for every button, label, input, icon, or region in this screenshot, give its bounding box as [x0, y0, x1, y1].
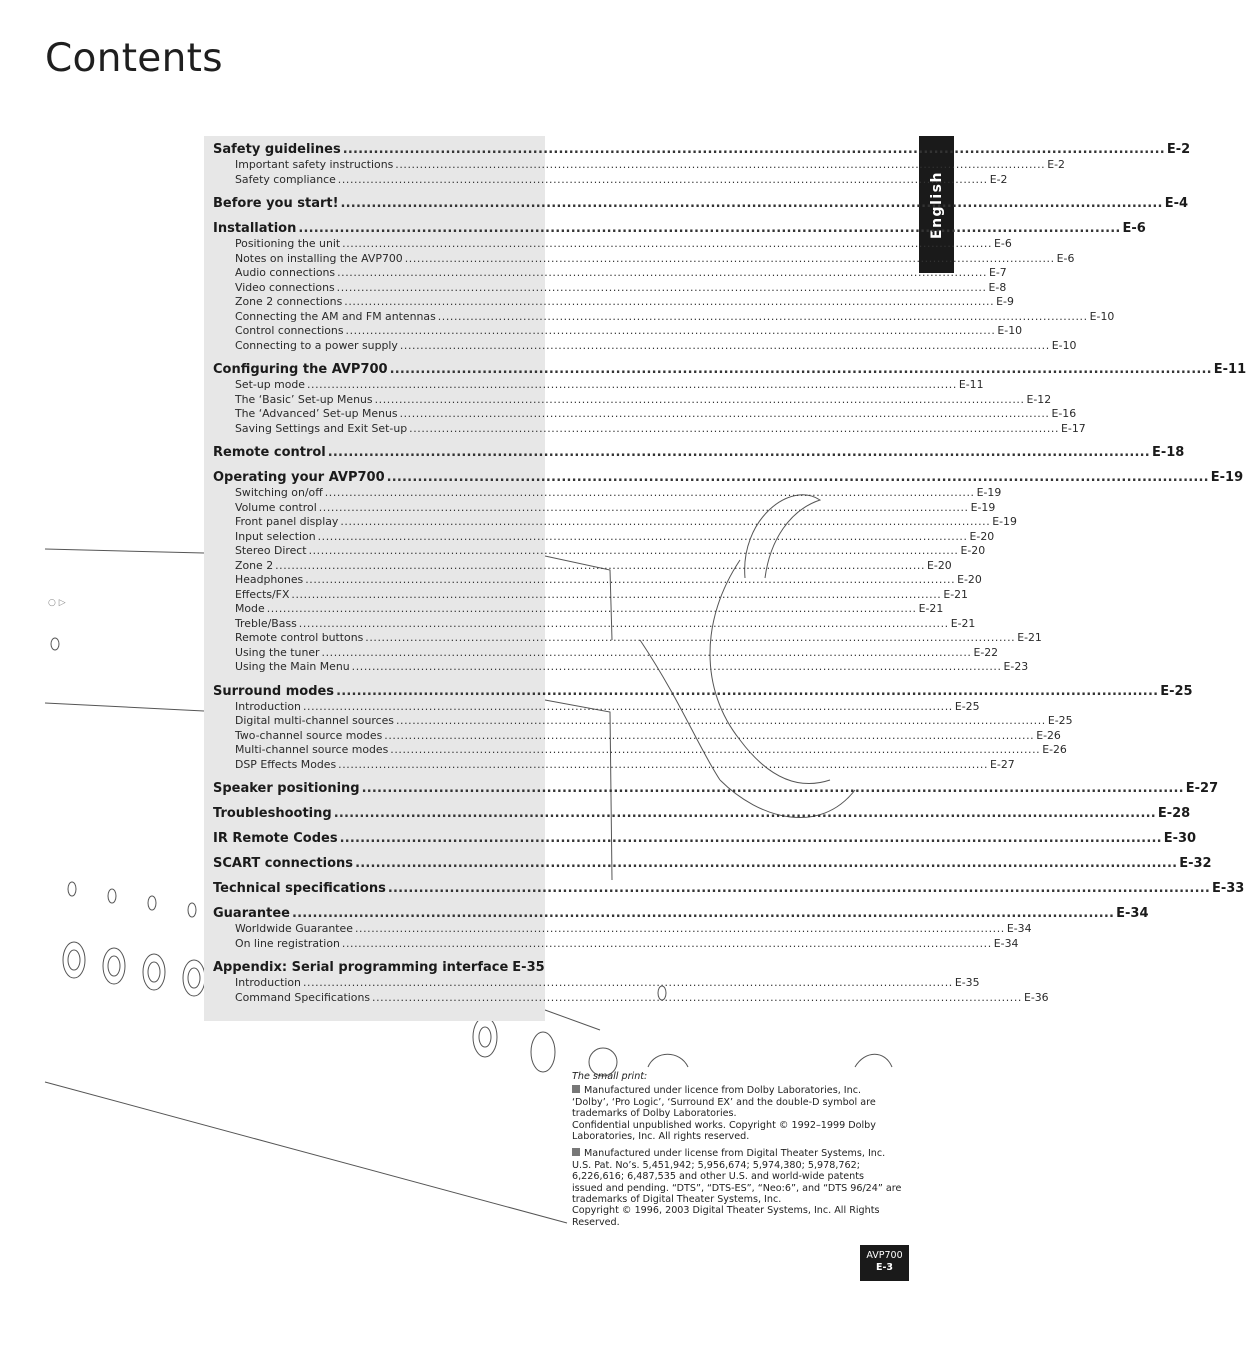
toc-subentry-page: E-19	[970, 500, 996, 514]
toc-subentry[interactable]	[213, 660, 1029, 675]
dot-leader	[340, 515, 990, 530]
toc-subentry[interactable]	[213, 251, 1075, 267]
dot-leader	[318, 530, 968, 545]
dot-leader	[405, 252, 1055, 267]
toc-subentry-page: E-26	[1036, 728, 1061, 742]
toc-entry-title: Technical specifications	[213, 881, 386, 896]
dot-leader	[346, 324, 996, 339]
toc-subentry-title: Introduction	[235, 976, 301, 989]
toc-subentry-title: Important safety instructions	[235, 158, 394, 171]
toc-subentry-page: E-2	[989, 172, 1008, 186]
small-print-line	[572, 1183, 912, 1194]
dot-leader	[388, 881, 1210, 897]
dot-leader	[328, 445, 1150, 461]
page-badge	[860, 1245, 909, 1281]
small-print-line	[572, 1085, 912, 1096]
small-print-line	[572, 1160, 912, 1171]
toc-entry-page: E-18	[1151, 445, 1185, 460]
small-print-text: Manufactured under licence from Dolby Laboratories, Inc.	[584, 1085, 862, 1097]
toc-subentry[interactable]	[213, 515, 1017, 530]
dot-leader	[298, 221, 1120, 237]
toc-subentry-title: Stereo Direct	[235, 544, 307, 557]
toc-subentry-title: Connecting to a power supply	[235, 338, 398, 352]
small-print-line	[572, 1171, 912, 1182]
toc-entry-title: Appendix: Serial programming interface	[213, 960, 509, 975]
toc-subentry[interactable]	[213, 266, 1007, 281]
toc-entry[interactable]	[213, 196, 1189, 212]
toc-subentry[interactable]	[213, 976, 980, 991]
toc-subentry[interactable]	[213, 922, 1032, 937]
toc-section	[213, 221, 1146, 353]
bullet-square-icon	[572, 1148, 580, 1156]
toc-section	[213, 856, 1212, 872]
dot-leader	[322, 646, 972, 661]
toc-entry-title: Speaker positioning	[213, 781, 360, 796]
toc-subentry[interactable]	[213, 158, 1065, 173]
toc-subentry-page: E-20	[960, 544, 986, 557]
toc-subentry-title: Worldwide Guarantee	[235, 922, 353, 935]
dot-leader	[384, 729, 1034, 744]
dot-leader	[336, 684, 1158, 700]
toc-subentry-title: The ‘Advanced’ Set-up Menus	[235, 407, 398, 420]
toc-entry-title: SCART connections	[213, 856, 354, 871]
toc-subentry-page: E-20	[957, 573, 982, 586]
toc-subentry-title: Audio connections	[235, 266, 336, 279]
toc-subentry[interactable]	[213, 172, 1008, 188]
toc-subentry-title: Digital multi-channel sources	[235, 714, 394, 727]
dot-leader	[390, 362, 1212, 378]
toc-entry-title: Safety guidelines	[213, 142, 341, 157]
toc-subentry-title: Notes on installing the AVP700	[235, 251, 403, 265]
toc-subentry-page: E-23	[1003, 660, 1029, 673]
toc-entry-title: Surround modes	[213, 683, 335, 699]
toc-subentry-title: Zone 2 connections	[235, 295, 343, 308]
toc-entry-page: E-33	[1211, 881, 1245, 896]
toc-subentry-page: E-26	[1042, 743, 1067, 756]
toc-entry-title: Before you start!	[213, 196, 339, 211]
toc-entry-title: Remote control	[213, 445, 326, 460]
toc-entry-title: Troubleshooting	[213, 806, 332, 821]
toc-subentry-title: Using the tuner	[235, 645, 320, 659]
toc-entry[interactable]	[213, 221, 1146, 237]
toc-subentry-title: Connecting the AM and FM antennas	[235, 309, 436, 323]
toc-subentry-title: Control connections	[235, 324, 344, 337]
model-name: AVP700	[866, 1250, 903, 1261]
toc-subentry-title: Zone 2	[235, 558, 274, 572]
toc-subentry[interactable]	[213, 324, 1023, 339]
toc-subentry-page: E-20	[969, 529, 995, 543]
small-print-line	[572, 1205, 912, 1216]
toc-subentry-title: Volume control	[235, 500, 317, 514]
toc-subentry-page: E-20	[927, 558, 952, 572]
small-print-text: Confidential unpublished works. Copyright © 1992–1999 Dolby	[572, 1119, 876, 1131]
toc-subentry-page: E-34	[993, 936, 1019, 950]
small-print-line	[572, 1097, 912, 1108]
toc-subentry-title: Treble/Bass	[235, 616, 297, 630]
toc-subentry-page: E-17	[1061, 421, 1086, 435]
toc-entry-page: E-28	[1157, 806, 1191, 821]
toc-subentry[interactable]	[213, 407, 1077, 422]
toc-subentry[interactable]	[213, 631, 1042, 646]
toc-subentry[interactable]	[213, 573, 982, 588]
toc-subentry-page: E-10	[1089, 309, 1115, 323]
toc-entry[interactable]	[213, 831, 1197, 847]
dot-leader	[390, 743, 1040, 758]
dot-leader	[340, 831, 1162, 847]
dot-leader	[396, 714, 1046, 729]
toc-entry-title: Configuring the AVP700	[213, 362, 388, 377]
dts-notice	[572, 1148, 912, 1228]
toc-subentry-page: E-21	[950, 616, 976, 630]
dot-leader	[438, 310, 1088, 325]
small-print-text: 6,226,616; 6,487,535 and other U.S. and world-wide patents	[572, 1171, 864, 1183]
toc-entry[interactable]	[213, 960, 545, 976]
toc-entry-page: E-27	[1185, 781, 1219, 796]
dot-leader	[343, 142, 1165, 158]
toc-section	[213, 445, 1185, 461]
toc-subentry[interactable]	[213, 558, 952, 574]
bullet-square-icon	[572, 1085, 580, 1093]
toc-section	[213, 881, 1245, 897]
toc-subentry-title: Positioning the unit	[235, 237, 341, 250]
toc-subentry-page: E-7	[989, 266, 1007, 279]
dot-leader	[305, 573, 955, 588]
toc-section	[213, 831, 1197, 847]
toc-subentry-page: E-19	[976, 486, 1002, 499]
dot-leader	[409, 422, 1059, 437]
toc-subentry-page: E-10	[1051, 338, 1077, 352]
page-number: E-3	[875, 1262, 894, 1273]
dot-leader	[292, 906, 1114, 922]
toc-subentry-page: E-2	[1047, 158, 1065, 171]
dot-leader	[355, 856, 1177, 872]
toc-subentry[interactable]	[213, 486, 1002, 501]
dot-leader	[325, 486, 975, 501]
dot-leader	[299, 617, 949, 632]
toc-subentry-page: E-11	[958, 378, 984, 391]
toc-subentry-title: The ‘Basic’ Set-up Menus	[235, 392, 373, 406]
toc-entry[interactable]	[213, 781, 1219, 797]
toc-subentry-page: E-25	[1047, 714, 1073, 727]
dot-leader	[309, 544, 959, 559]
toc-subentry[interactable]	[213, 421, 1086, 437]
toc-subentry-page: E-25	[954, 699, 980, 713]
toc-subentry-page: E-19	[992, 515, 1017, 528]
toc-entry-title: Installation	[213, 221, 297, 236]
toc-subentry[interactable]	[213, 500, 996, 516]
toc-subentry-page: E-6	[1056, 251, 1075, 265]
toc-entry[interactable]	[213, 856, 1212, 872]
toc-section	[213, 906, 1149, 951]
toc-subentry[interactable]	[213, 392, 1052, 408]
toc-subentry[interactable]	[213, 757, 1015, 773]
dot-leader	[387, 470, 1209, 486]
small-print-line	[572, 1131, 912, 1142]
dot-leader	[362, 781, 1184, 797]
small-print	[572, 1071, 912, 1234]
toc-section	[213, 960, 1049, 1005]
toc-entry-title: Guarantee	[213, 906, 290, 921]
toc-subentry[interactable]	[213, 237, 1012, 252]
toc-subentry-title: DSP Effects Modes	[235, 757, 337, 771]
toc-subentry[interactable]	[213, 587, 968, 603]
toc-subentry-page: E-21	[1017, 631, 1042, 644]
toc-subentry-title: Two-channel source modes	[235, 728, 383, 742]
toc-subentry[interactable]	[213, 714, 1073, 729]
toc-entry-page: E-11	[1213, 362, 1246, 377]
toc-entry-page: E-25	[1160, 683, 1193, 699]
toc-section	[213, 142, 1191, 187]
dot-leader	[400, 339, 1050, 354]
small-print-line	[572, 1217, 912, 1228]
toc-section	[213, 806, 1191, 822]
toc-entry-page: E-6	[1122, 221, 1146, 236]
toc-subentry-page: E-36	[1023, 990, 1049, 1004]
dot-leader	[338, 758, 988, 773]
toc-subentry-page: E-34	[1006, 922, 1032, 935]
toc-subentry[interactable]	[213, 544, 986, 559]
toc-entry-page: E-19	[1210, 470, 1244, 485]
dot-leader	[303, 700, 953, 715]
toc-entry[interactable]	[213, 362, 1246, 378]
dot-leader	[352, 660, 1002, 675]
toc-subentry-title: Video connections	[235, 280, 335, 294]
toc-subentry-title: Effects/FX	[235, 587, 290, 601]
dot-leader	[338, 173, 988, 188]
toc-section	[213, 683, 1193, 773]
toc-subentry-title: Mode	[235, 602, 265, 615]
dot-leader	[319, 501, 969, 516]
small-print-text: Copyright © 1996, 2003 Digital Theater Systems, Inc. All Rights	[572, 1205, 880, 1217]
dot-leader	[275, 559, 925, 574]
toc-entry-page: E-34	[1116, 906, 1149, 921]
toc-subentry-page: E-6	[994, 237, 1012, 250]
toc-entry-page: E-4	[1164, 196, 1189, 211]
toc-section	[213, 196, 1189, 212]
toc-subentry[interactable]	[213, 616, 976, 632]
toc-entry-page: E-32	[1179, 856, 1212, 871]
dolby-notice	[572, 1085, 912, 1142]
small-print-text: issued and pending. “DTS”, “DTS-ES”, “Neo:6”, and “DTS 96/24” are	[572, 1182, 902, 1194]
toc-subentry-title: Introduction	[235, 699, 301, 713]
toc-entry[interactable]	[213, 445, 1185, 461]
toc-entry-page: E-30	[1163, 831, 1197, 846]
toc-subentry-title: Headphones	[235, 573, 304, 586]
toc-subentry[interactable]	[213, 645, 999, 661]
toc-section	[213, 781, 1219, 797]
toc-entry[interactable]	[213, 142, 1191, 158]
toc-subentry-title: Safety compliance	[235, 172, 336, 186]
toc-subentry[interactable]	[213, 936, 1019, 952]
toc-entry[interactable]	[213, 881, 1245, 897]
toc-subentry[interactable]	[213, 295, 1014, 310]
small-print-text: Reserved.	[572, 1216, 620, 1228]
toc-entry-title: IR Remote Codes	[213, 831, 338, 846]
dot-leader	[355, 922, 1005, 937]
small-print-line	[572, 1194, 912, 1205]
toc-section	[213, 470, 1244, 675]
toc-entry[interactable]	[213, 470, 1244, 486]
toc-subentry[interactable]	[213, 728, 1061, 744]
small-print-text: U.S. Pat. No’s. 5,451,942; 5,956,674; 5,974,380; 5,978,762;	[572, 1159, 860, 1171]
toc-subentry-title: Using the Main Menu	[235, 660, 350, 673]
small-print-line	[572, 1120, 912, 1131]
dot-leader	[337, 266, 987, 281]
toc-subentry-page: E-16	[1051, 407, 1077, 420]
page-title: Contents	[45, 36, 223, 81]
small-print-line	[572, 1148, 912, 1159]
small-print-text: ‘Dolby’, ‘Pro Logic’, ‘Surround EX’ and the double-D symbol are	[572, 1096, 876, 1108]
toc-entry-title: Operating your AVP700	[213, 470, 385, 485]
dot-leader	[341, 196, 1163, 212]
toc-subentry-title: Set-up mode	[235, 378, 305, 391]
dot-leader	[267, 602, 917, 617]
toc-subentry[interactable]	[213, 602, 944, 617]
toc-subentry[interactable]	[213, 529, 995, 545]
toc-subentry[interactable]	[213, 280, 1007, 296]
toc-subentry-title: Input selection	[235, 529, 316, 543]
toc-entry[interactable]	[213, 806, 1191, 822]
toc-subentry-page: E-12	[1026, 392, 1052, 406]
toc-subentry-page: E-21	[943, 587, 968, 601]
toc-subentry-title: On line registration	[235, 936, 340, 950]
toc-subentry-page: E-9	[996, 295, 1014, 308]
toc-subentry-page: E-21	[918, 602, 944, 615]
small-print-text: trademarks of Dolby Laboratories.	[572, 1108, 737, 1120]
small-print-text: Laboratories, Inc. All rights reserved.	[572, 1131, 750, 1143]
toc-subentry[interactable]	[213, 338, 1077, 354]
dot-leader	[365, 631, 1015, 646]
toc-entry-page: E-35	[512, 960, 545, 975]
toc-entry[interactable]	[213, 906, 1149, 922]
dot-leader	[342, 237, 992, 252]
toc-subentry-title: Remote control buttons	[235, 631, 364, 644]
small-print-heading: The small print:	[572, 1071, 648, 1082]
dot-leader	[337, 281, 987, 296]
dot-leader	[372, 991, 1022, 1006]
toc-subentry-page: E-22	[973, 645, 999, 659]
toc-entry-page: E-2	[1166, 142, 1191, 157]
toc-entry[interactable]	[213, 683, 1193, 700]
toc-subentry[interactable]	[213, 378, 984, 393]
dot-leader	[400, 407, 1050, 422]
dot-leader	[334, 806, 1156, 822]
toc-subentry[interactable]	[213, 990, 1049, 1006]
toc-subentry-title: Switching on/off	[235, 486, 323, 499]
small-print-text: Manufactured under license from Digital Theater Systems, Inc.	[584, 1148, 886, 1160]
dot-leader	[344, 295, 994, 310]
language-tab-label: English	[928, 170, 945, 239]
dot-leader	[342, 937, 992, 952]
dot-leader	[395, 158, 1045, 173]
toc-subentry[interactable]	[213, 309, 1115, 325]
dot-leader	[303, 976, 953, 991]
toc-subentry[interactable]	[213, 743, 1067, 758]
svg-text:○ ▷: ○ ▷	[48, 598, 66, 608]
toc-subentry[interactable]	[213, 699, 980, 715]
dot-leader	[291, 588, 941, 603]
toc-subentry-title: Command Specifications	[235, 990, 371, 1004]
toc-subentry-page: E-27	[990, 757, 1015, 771]
toc-subentry-title: Front panel display	[235, 515, 339, 528]
toc-subentry-title: Multi-channel source modes	[235, 743, 389, 756]
dot-leader	[375, 393, 1025, 408]
toc-subentry-title: Saving Settings and Exit Set-up	[235, 421, 408, 435]
toc-subentry-page: E-8	[988, 280, 1007, 294]
toc-subentry-page: E-35	[954, 976, 980, 989]
dot-leader	[307, 378, 957, 393]
toc-subentry-page: E-10	[997, 324, 1023, 337]
small-print-text: trademarks of Digital Theater Systems, Inc.	[572, 1194, 782, 1206]
toc-section	[213, 362, 1246, 436]
small-print-line	[572, 1108, 912, 1119]
